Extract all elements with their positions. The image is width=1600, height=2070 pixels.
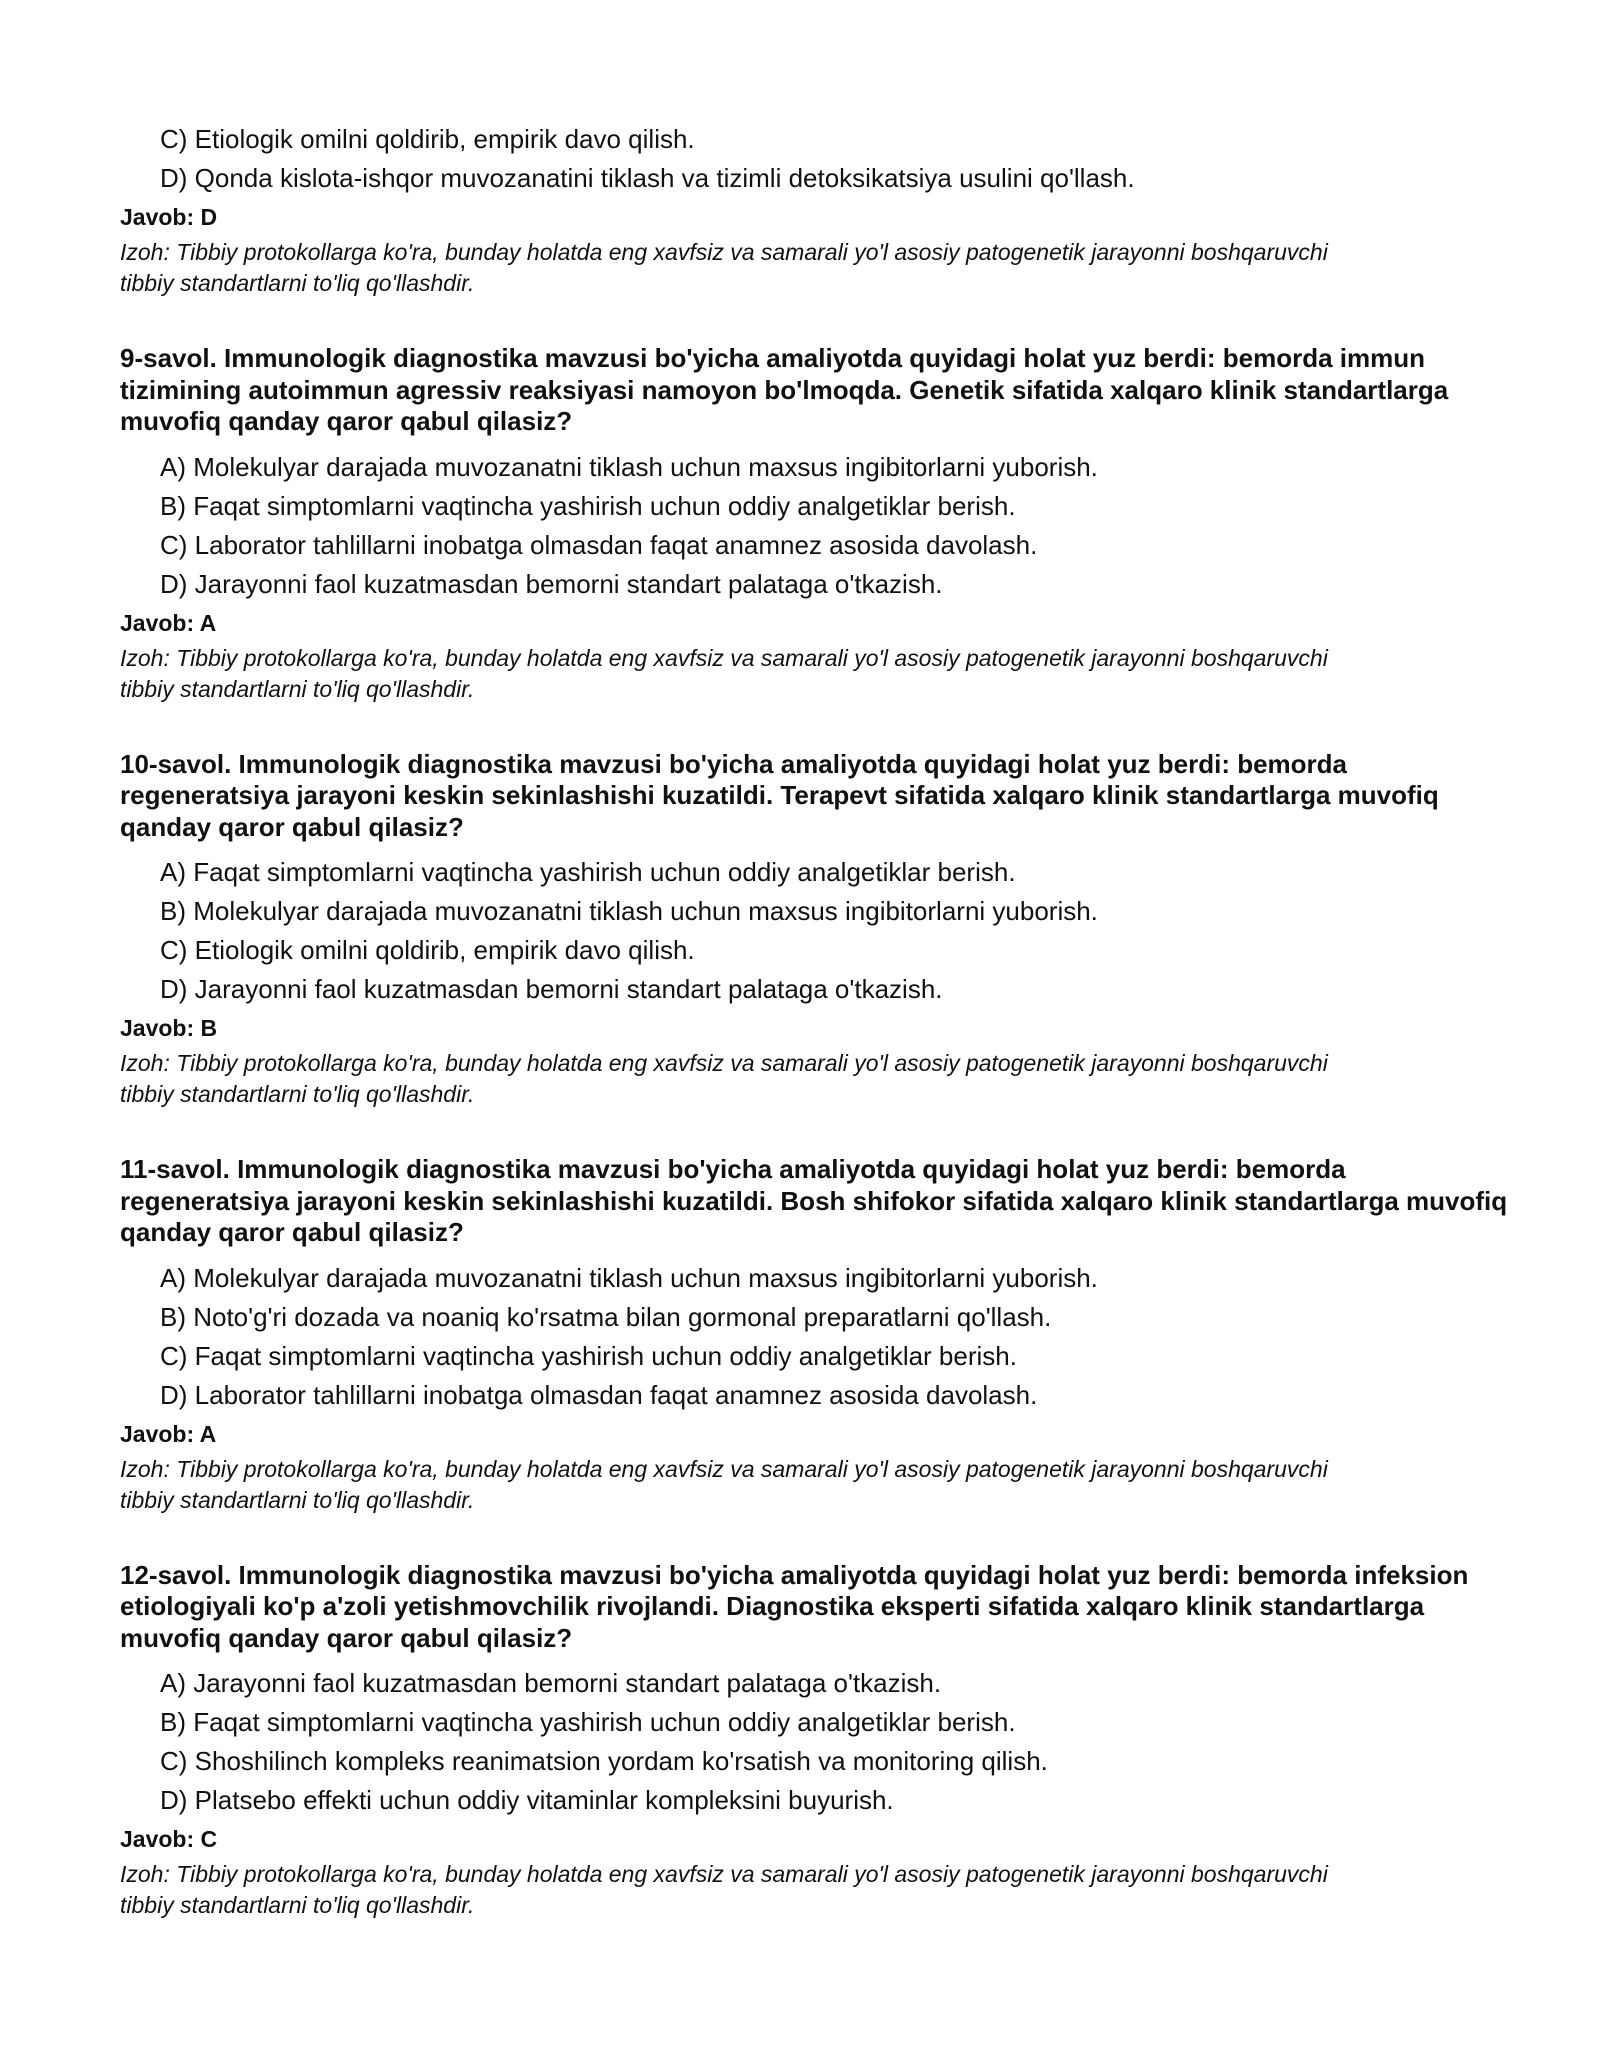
question-block-9 — [120, 343, 1500, 705]
question-title: 10-savol. Immunologik diagnostika mavzusi bo'yicha amaliyotda quyidagi holat yuz berdi: bemorda regeneratsiya jarayoni keskin sekinlashishi kuzatildi. Terapevt sifatida xalqaro klinik standartlarga muvofiq qanday qaror qabul qilasiz? — [120, 748, 1439, 842]
explanation-note: Izoh: Tibbiy protokollarga ko'ra, bunday holatda eng xavfsiz va samarali yo'l asosiy patogenetik jarayonni boshqaruvchi tibbiy standartlarni to'liq qo'llashdir. — [120, 1050, 1328, 1107]
option-c: C) Etiologik omilni qoldirib, empirik davo qilish. — [160, 124, 695, 154]
option-a: A) Faqat simptomlarni vaqtincha yashirish uchun oddiy analgetiklar berish. — [160, 857, 1016, 887]
option-b: B) Molekulyar darajada muvozanatni tiklash uchun maxsus ingibitorlarni yuborish. — [160, 896, 1098, 926]
question-title: 11-savol. Immunologik diagnostika mavzusi bo'yicha amaliyotda quyidagi holat yuz berdi: bemorda regeneratsiya jarayoni keskin sekinlashishi kuzatildi. Bosh shifokor sifatida xalqaro klinik standartlarga muvofiq qanday qaror qabul qilasiz? — [120, 1154, 1508, 1247]
option-d: D) Platsebo effekti uchun oddiy vitaminlar kompleksini buyurish. — [160, 1785, 894, 1815]
partial-question-block — [120, 120, 1500, 299]
explanation-note: Izoh: Tibbiy protokollarga ko'ra, bunday holatda eng xavfsiz va samarali yo'l asosiy patogenetik jarayonni boshqaruvchi tibbiy standartlarni to'liq qo'llashdir. — [120, 239, 1328, 296]
option-c: C) Etiologik omilni qoldirib, empirik davo qilish. — [160, 935, 695, 965]
answer-label: Javob: A — [120, 609, 217, 636]
answer-label: Javob: D — [120, 204, 218, 230]
answer-label: Javob: B — [120, 1015, 218, 1041]
answer-label: Javob: C — [120, 1826, 218, 1852]
option-a: A) Molekulyar darajada muvozanatni tiklash uchun maxsus ingibitorlarni yuborish. — [160, 451, 1098, 482]
question-block-10 — [120, 749, 1500, 1111]
option-b: B) Noto'g'ri dozada va noaniq ko'rsatma bilan gormonal preparatlarni qo'llash. — [160, 1301, 1052, 1332]
option-d: D) Jarayonni faol kuzatmasdan bemorni standart palataga o'tkazish. — [160, 568, 943, 599]
option-b: B) Faqat simptomlarni vaqtincha yashirish uchun oddiy analgetiklar berish. — [160, 1707, 1016, 1737]
option-a: A) Molekulyar darajada muvozanatni tiklash uchun maxsus ingibitorlarni yuborish. — [160, 1262, 1098, 1293]
option-a: A) Jarayonni faol kuzatmasdan bemorni standart palataga o'tkazish. — [160, 1668, 942, 1698]
option-d: D) Jarayonni faol kuzatmasdan bemorni standart palataga o'tkazish. — [160, 974, 943, 1004]
question-title: 9-savol. Immunologik diagnostika mavzusi bo'yicha amaliyotda quyidagi holat yuz berdi: bemorda immun tizimining autoimmun agressiv reaksiyasi namoyon bo'lmoqda. Genetik sifatida xalqaro klinik standartlarga muvofiq qanday qaror qabul qilasiz? — [120, 343, 1449, 436]
option-c: C) Faqat simptomlarni vaqtincha yashirish uchun oddiy analgetiklar berish. — [160, 1340, 1017, 1371]
answer-label: Javob: A — [120, 1420, 217, 1447]
question-block-12 — [120, 1560, 1500, 1922]
explanation-note: Izoh: Tibbiy protokollarga ko'ra, bunday holatda eng xavfsiz va samarali yo'l asosiy patogenetik jarayonni boshqaruvchi tibbiy standartlarni to'liq qo'llashdir. — [120, 1861, 1328, 1918]
option-b: B) Faqat simptomlarni vaqtincha yashirish uchun oddiy analgetiklar berish. — [160, 490, 1016, 521]
explanation-note: Izoh: Tibbiy protokollarga ko'ra, bunday holatda eng xavfsiz va samarali yo'l asosiy patogenetik jarayonni boshqaruvchi tibbiy standartlarni to'liq qo'llashdir. — [120, 1455, 1328, 1513]
option-d: D) Qonda kislota-ishqor muvozanatini tiklash va tizimli detoksikatsiya usulini qo'llash. — [160, 163, 1135, 193]
option-c: C) Shoshilinch kompleks reanimatsion yordam ko'rsatish va monitoring qilish. — [160, 1746, 1048, 1776]
explanation-note: Izoh: Tibbiy protokollarga ko'ra, bunday holatda eng xavfsiz va samarali yo'l asosiy patogenetik jarayonni boshqaruvchi tibbiy standartlarni to'liq qo'llashdir. — [120, 644, 1328, 702]
option-c: C) Laborator tahlillarni inobatga olmasdan faqat anamnez asosida davolash. — [160, 529, 1038, 560]
question-block-11 — [120, 1154, 1508, 1516]
option-d: D) Laborator tahlillarni inobatga olmasdan faqat anamnez asosida davolash. — [160, 1379, 1038, 1410]
document-page — [120, 120, 1508, 1921]
question-title: 12-savol. Immunologik diagnostika mavzusi bo'yicha amaliyotda quyidagi holat yuz berdi: bemorda infeksion etiologiyali ko'p a'zoli yetishmovchilik rivojlandi. Diagnostika eksperti sifatida xalqaro klinik standartlarga muvofiq qanday qaror qabul qilasiz? — [120, 1559, 1469, 1653]
